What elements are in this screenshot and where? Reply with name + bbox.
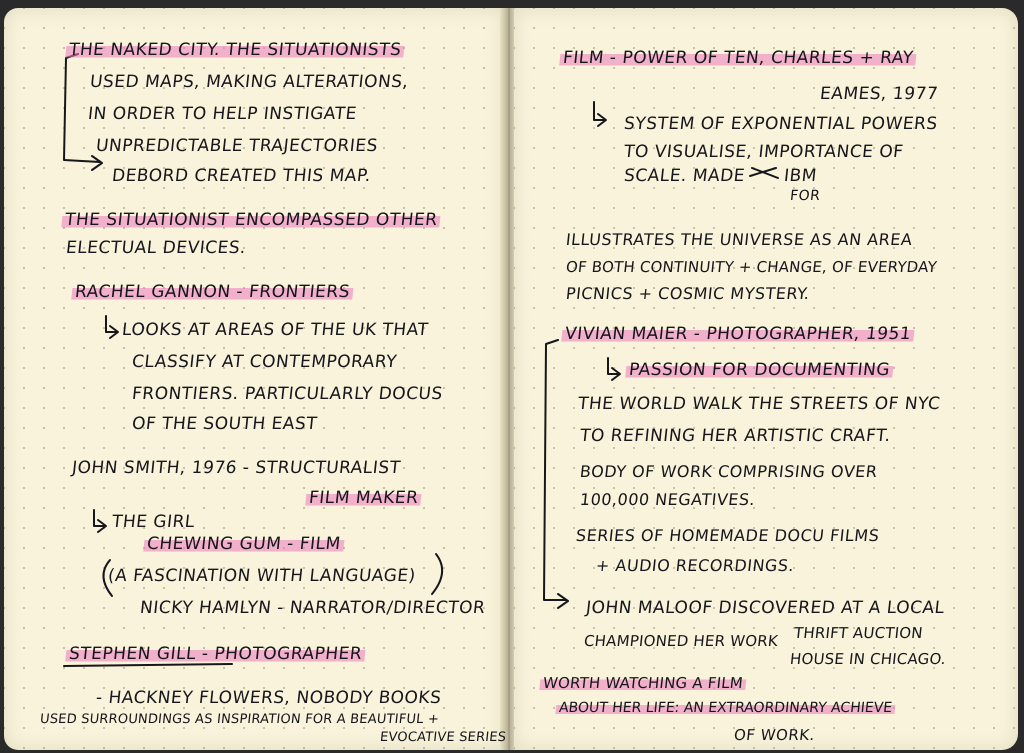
text-line: EVOCATIVE SERIES [379, 730, 507, 745]
text-line: 100,000 NEGATIVES. [579, 490, 757, 509]
underline-stephen [64, 664, 232, 666]
text-line: STEPHEN GILL - PHOTOGRAPHER [65, 644, 366, 664]
text-line: RACHEL GANNON - FRONTIERS [71, 282, 354, 302]
text-line: WORTH WATCHING A FILM [539, 674, 747, 692]
text-line: SYSTEM OF EXPONENTIAL POWERS [622, 114, 939, 134]
text-line: THE GIRL [110, 512, 196, 532]
text-line: USED MAPS, MAKING ALTERATIONS, [88, 72, 410, 92]
text-line: OF WORK. [733, 726, 816, 744]
text-line: PICNICS + COSMIC MYSTERY. [565, 284, 811, 303]
text-line: OF BOTH CONTINUITY + CHANGE, OF EVERYDAY [565, 258, 938, 276]
text-line: - HACKNEY FLOWERS, NOBODY BOOKS [94, 688, 443, 708]
text-line: JOHN MALOOF DISCOVERED AT A LOCAL [584, 598, 946, 618]
text-line: THRIFT AUCTION [793, 624, 924, 642]
text-line: UNPREDICTABLE TRAJECTORIES [94, 136, 379, 156]
paren-close [432, 554, 442, 594]
text-line: FILM MAKER [305, 488, 422, 508]
arrow-rachel [106, 316, 118, 338]
text-line: DEBORD CREATED THIS MAP. [110, 166, 372, 186]
text-line: SERIES OF HOMEMADE DOCU FILMS [575, 526, 881, 545]
text-line: (A FASCINATION WITH LANGUAGE) [106, 566, 417, 586]
text-line: NICKY HAMLYN - NARRATOR/DIRECTOR [138, 598, 487, 618]
text-line: PASSION FOR DOCUMENTING [625, 360, 894, 380]
scribble-made [750, 168, 778, 178]
arrow-passion [608, 358, 620, 380]
arrow-power-of-ten [594, 102, 606, 126]
text-line: IN ORDER TO HELP INSTIGATE [86, 104, 358, 124]
text-line: TO REFINING HER ARTISTIC CRAFT. [578, 426, 892, 446]
bracket-arrow-vivian [544, 340, 568, 608]
text-line: HOUSE IN CHICAGO. [789, 650, 947, 668]
text-line: OF THE SOUTH EAST [130, 414, 319, 434]
text-line: + AUDIO RECORDINGS. [595, 556, 796, 575]
text-line: CLASSIFY AT CONTEMPORARY [130, 352, 398, 372]
text-line: FOR [789, 188, 822, 204]
text-line: JOHN SMITH, 1976 - STRUCTURALIST [70, 458, 402, 478]
text-line: THE SITUATIONIST ENCOMPASSED OTHER [61, 210, 442, 230]
text-line: EAMES, 1977 [818, 84, 940, 104]
text-line: TO VISUALISE, IMPORTANCE OF [622, 142, 905, 162]
text-line: CHEWING GUM - FILM [143, 534, 345, 554]
text-line: FRONTIERS. PARTICULARLY DOCUS [130, 384, 444, 404]
text-line: VIVIAN MAIER - PHOTOGRAPHER, 1951 [561, 324, 915, 344]
text-line: USED SURROUNDINGS AS INSPIRATION FOR A BEAUTIFUL + [39, 712, 440, 727]
text-line: ELECTUAL DEVICES. [64, 238, 247, 258]
text-line: LOOKS AT AREAS OF THE UK THAT [120, 320, 430, 340]
text-line: FILM - POWER OF TEN, CHARLES + RAY [559, 48, 918, 68]
text-line: ABOUT HER LIFE: AN EXTRAORDINARY ACHIEVE [555, 700, 896, 716]
text-line: CHAMPIONED HER WORK [583, 632, 779, 650]
text-line: IBM [782, 166, 818, 186]
text-line: SCALE. MADE [622, 166, 747, 186]
text-line: ILLUSTRATES THE UNIVERSE AS AN AREA [565, 230, 914, 249]
text-line: THE NAKED CITY. THE SITUATIONISTS [65, 40, 405, 60]
text-line: THE WORLD WALK THE STREETS OF NYC [576, 394, 942, 414]
text-line: BODY OF WORK COMPRISING OVER [579, 462, 879, 481]
arrow-the-girl [94, 510, 106, 532]
